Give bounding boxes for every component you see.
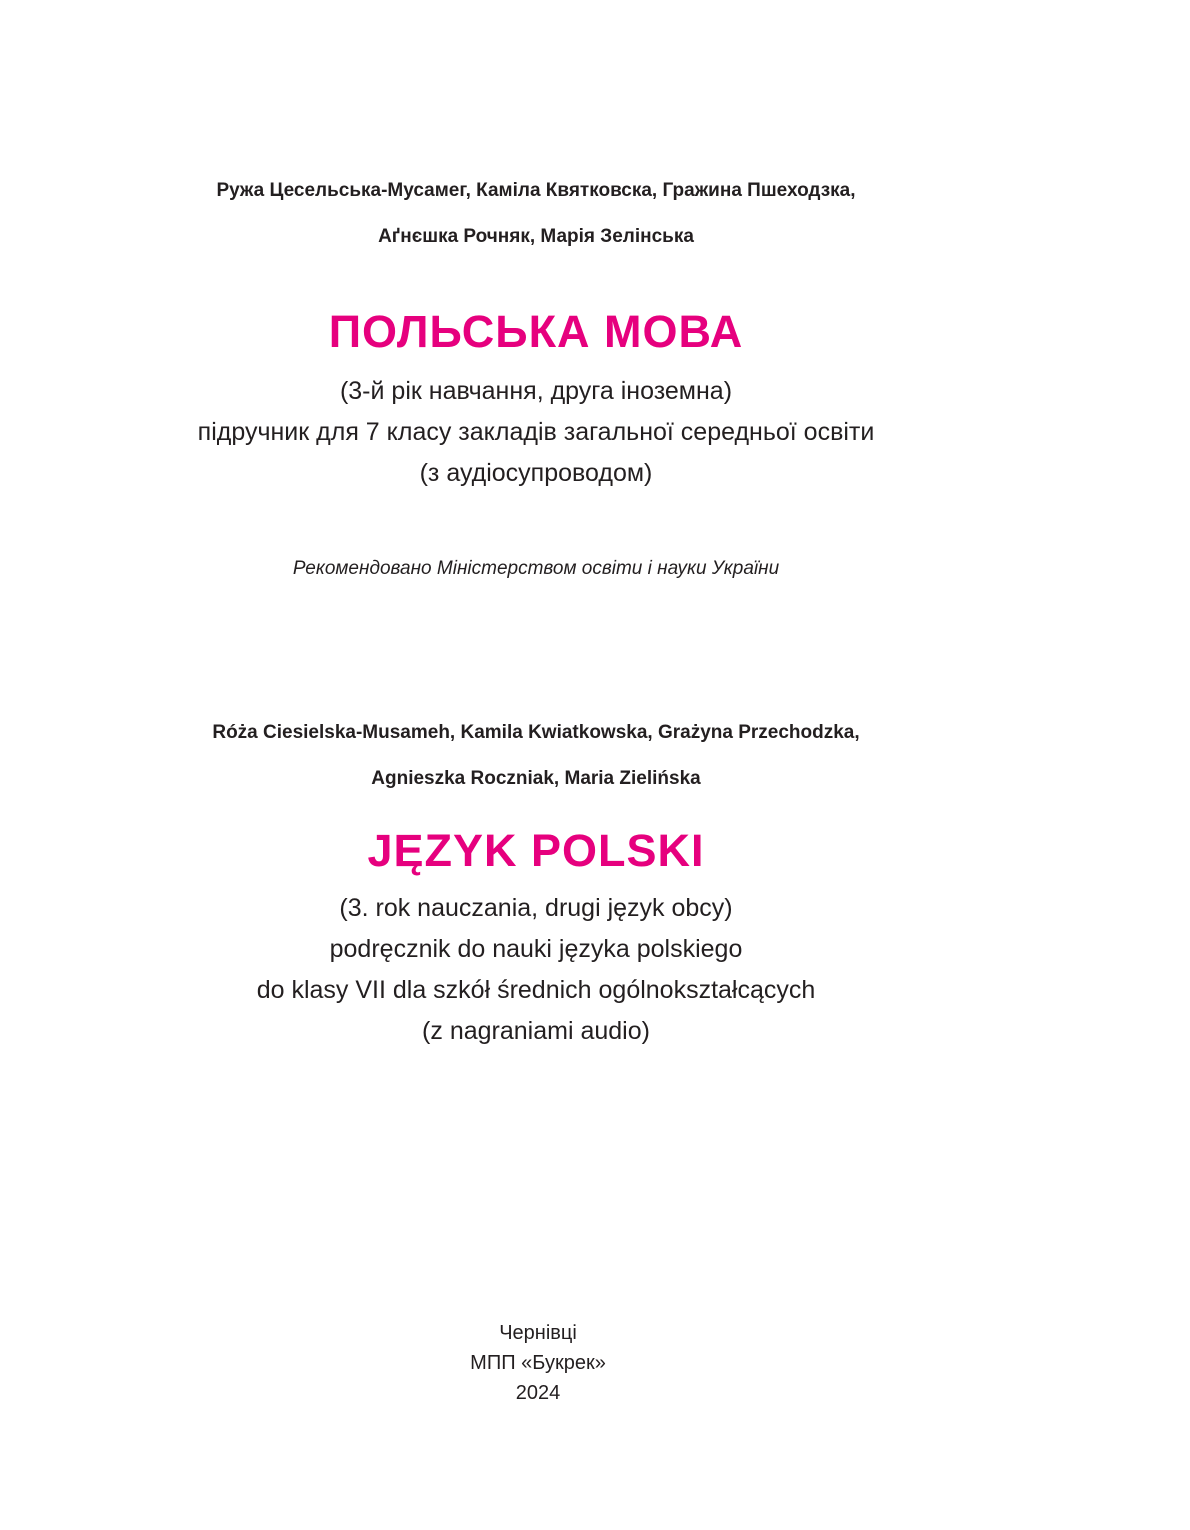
subtitle-ukrainian-line-2: підручник для 7 класу закладів загальної середньої освіти <box>197 418 875 446</box>
authors-ukrainian-line-1: Ружа Цесельська-Мусамег, Каміла Квятковска, Гражина Пшеходзка, <box>216 180 856 201</box>
authors-polish <box>0 710 1072 802</box>
subtitle-polish-line-2: podręcznik do nauki języka polskiego <box>329 935 743 963</box>
subtitle-polish-line-3: do klasy VII dla szkół średnich ogólnokształcących <box>256 976 816 1004</box>
subtitle-polish-line-1: (3. rok nauczania, drugi język obcy) <box>339 894 733 922</box>
imprint <box>0 1318 1076 1408</box>
imprint-publisher: МПП «Букрек» <box>470 1352 606 1374</box>
title-polish: JĘZYK POLSKI <box>367 825 705 876</box>
imprint-year: 2024 <box>515 1382 561 1404</box>
title-ukrainian: ПОЛЬСЬКА МОВА <box>328 306 744 357</box>
authors-ukrainian <box>0 168 1072 260</box>
subtitle-polish-line-4: (z nagraniami audio) <box>422 1017 650 1045</box>
subtitle-ukrainian <box>0 371 1072 494</box>
recommendation: Рекомендовано Міністерством освіти і науки України <box>292 558 780 579</box>
subtitle-polish <box>0 888 1072 1052</box>
authors-polish-line-1: Róża Ciesielska-Musameh, Kamila Kwiatkowska, Grażyna Przechodzka, <box>212 722 860 743</box>
subtitle-ukrainian-line-1: (3-й рік навчання, друга іноземна) <box>339 377 733 405</box>
authors-ukrainian-line-2: Аґнєшка Рочняк, Марія Зелінська <box>378 226 694 247</box>
subtitle-ukrainian-line-3: (з аудіосупроводом) <box>419 459 653 487</box>
authors-polish-line-2: Agnieszka Roczniak, Maria Zielińska <box>371 768 701 789</box>
imprint-city: Чернівці <box>499 1322 577 1344</box>
